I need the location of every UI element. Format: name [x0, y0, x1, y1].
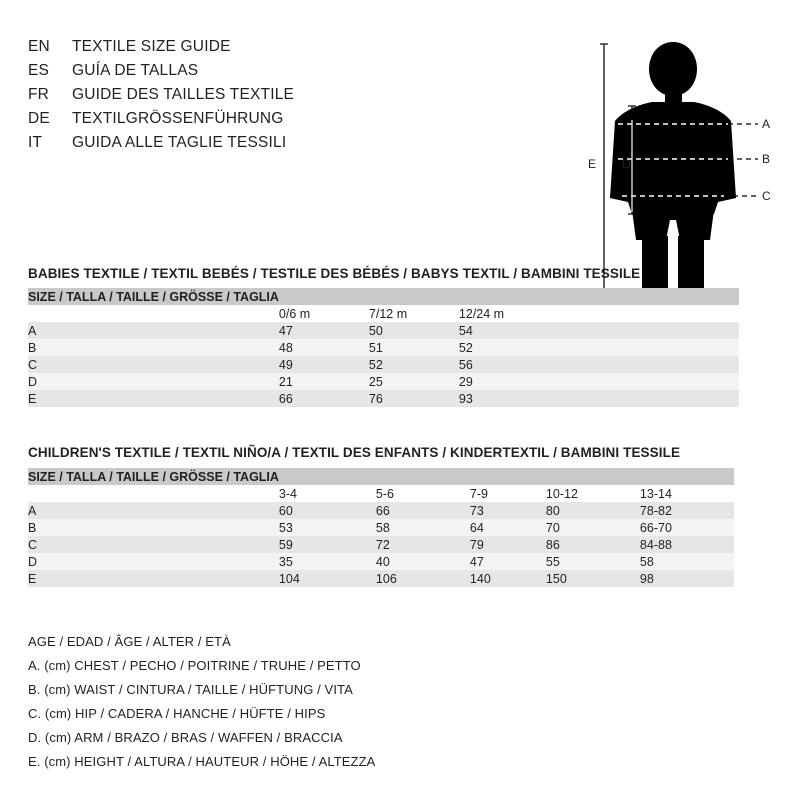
marker-d-label: D: [622, 157, 631, 171]
row-value: 54: [459, 322, 739, 339]
row-value: 70: [546, 519, 640, 536]
row-value: 76: [369, 390, 459, 407]
row-label: C: [28, 356, 279, 373]
row-value: 80: [546, 502, 640, 519]
row-label: B: [28, 519, 279, 536]
legend-line: A. (cm) CHEST / PECHO / POITRINE / TRUHE / PETTO: [28, 658, 361, 673]
row-value: 25: [369, 373, 459, 390]
row-label: D: [28, 553, 279, 570]
row-value: 58: [376, 519, 470, 536]
table-row: [28, 390, 739, 407]
row-label: E: [28, 390, 279, 407]
row-value: 52: [369, 356, 459, 373]
row-label: B: [28, 339, 279, 356]
legend-line: B. (cm) WAIST / CINTURA / TAILLE / HÜFTUNG / VITA: [28, 682, 353, 697]
babies-section-title: BABIES TEXTILE / TEXTIL BEBÉS / TESTILE DES BÉBÉS / BABYS TEXTIL / BAMBINI TESSILE: [28, 266, 641, 281]
babies-col-2: 12/24 m: [459, 305, 739, 322]
row-value: 104: [279, 570, 376, 587]
table-row: [28, 536, 734, 553]
marker-c-label: C: [762, 189, 771, 203]
table-column-row: [28, 485, 734, 502]
language-row: [28, 62, 448, 86]
measurement-legend: [28, 630, 375, 774]
table-row: [28, 356, 739, 373]
table-row: [28, 339, 739, 356]
row-value: 53: [279, 519, 376, 536]
language-title: TEXTILE SIZE GUIDE: [72, 38, 231, 55]
row-value: 84-88: [640, 536, 734, 553]
row-value: 59: [279, 536, 376, 553]
table-row: [28, 519, 734, 536]
row-value: 98: [640, 570, 734, 587]
row-value: 40: [376, 553, 470, 570]
table-header-row: [28, 468, 734, 485]
row-value: 150: [546, 570, 640, 587]
row-value: 106: [376, 570, 470, 587]
row-label: D: [28, 373, 279, 390]
row-value: 64: [470, 519, 546, 536]
table-row: [28, 502, 734, 519]
legend-line: E. (cm) HEIGHT / ALTURA / HAUTEUR / HÖHE / ALTEZZA: [28, 754, 376, 769]
children-section-title: CHILDREN'S TEXTILE / TEXTIL NIÑO/A / TEXTIL DES ENFANTS / KINDERTEXTIL / BAMBINI TESSILE: [28, 445, 681, 460]
row-value: 72: [376, 536, 470, 553]
row-value: 35: [279, 553, 376, 570]
children-col-1: 5-6: [376, 485, 470, 502]
children-col-0: 3-4: [279, 485, 376, 502]
language-title-block: [28, 38, 448, 158]
row-value: 47: [279, 322, 369, 339]
babies-size-table: [28, 288, 739, 407]
row-value: 49: [279, 356, 369, 373]
row-value: 86: [546, 536, 640, 553]
children-col-3: 10-12: [546, 485, 640, 502]
legend-line: C. (cm) HIP / CADERA / HANCHE / HÜFTE / HIPS: [28, 706, 326, 721]
marker-a-label: A: [762, 117, 771, 131]
babies-col-1: 7/12 m: [369, 305, 459, 322]
children-header-label: SIZE / TALLA / TAILLE / GRÖSSE / TAGLIA: [28, 469, 279, 484]
row-value: 47: [470, 553, 546, 570]
legend-line: D. (cm) ARM / BRAZO / BRAS / WAFFEN / BRACCIA: [28, 730, 343, 745]
language-code: DE: [28, 110, 50, 127]
row-value: 48: [279, 339, 369, 356]
row-value: 60: [279, 502, 376, 519]
children-col-2: 7-9: [470, 485, 546, 502]
language-title: TEXTILGRÖSSENFÜHRUNG: [72, 110, 284, 127]
language-row: [28, 110, 448, 134]
row-label: A: [28, 502, 279, 519]
row-value: 21: [279, 373, 369, 390]
table-row: [28, 553, 734, 570]
marker-b-label: B: [762, 152, 771, 166]
row-value: 50: [369, 322, 459, 339]
row-value: 79: [470, 536, 546, 553]
table-header-row: [28, 288, 739, 305]
babies-col-0: 0/6 m: [279, 305, 369, 322]
table-row: [28, 322, 739, 339]
row-value: 52: [459, 339, 739, 356]
language-row: [28, 38, 448, 62]
row-value: 66: [376, 502, 470, 519]
row-value: 140: [470, 570, 546, 587]
row-label: C: [28, 536, 279, 553]
table-row: [28, 373, 739, 390]
row-value: 73: [470, 502, 546, 519]
marker-e-label: E: [588, 157, 597, 171]
children-size-table: [28, 468, 734, 587]
row-value: 56: [459, 356, 739, 373]
row-value: 51: [369, 339, 459, 356]
language-title: GUIDA ALLE TAGLIE TESSILI: [72, 134, 287, 151]
language-code: FR: [28, 86, 50, 103]
row-value: 93: [459, 390, 739, 407]
language-row: [28, 86, 448, 110]
row-value: 58: [640, 553, 734, 570]
babies-header-label: SIZE / TALLA / TAILLE / GRÖSSE / TAGLIA: [28, 289, 279, 304]
language-code: EN: [28, 38, 50, 55]
row-value: 66: [279, 390, 369, 407]
table-column-row: [28, 305, 739, 322]
row-value: 29: [459, 373, 739, 390]
legend-line: AGE / EDAD / ÂGE / ALTER / ETÀ: [28, 634, 231, 649]
language-code: ES: [28, 62, 50, 79]
language-code: IT: [28, 134, 43, 151]
row-value: 78-82: [640, 502, 734, 519]
row-value: 66-70: [640, 519, 734, 536]
language-title: GUÍA DE TALLAS: [72, 62, 199, 79]
row-label: A: [28, 322, 279, 339]
children-col-4: 13-14: [640, 485, 734, 502]
row-value: 55: [546, 553, 640, 570]
language-title: GUIDE DES TAILLES TEXTILE: [72, 86, 295, 103]
table-row: [28, 570, 734, 587]
language-row: [28, 134, 448, 158]
row-label: E: [28, 570, 279, 587]
